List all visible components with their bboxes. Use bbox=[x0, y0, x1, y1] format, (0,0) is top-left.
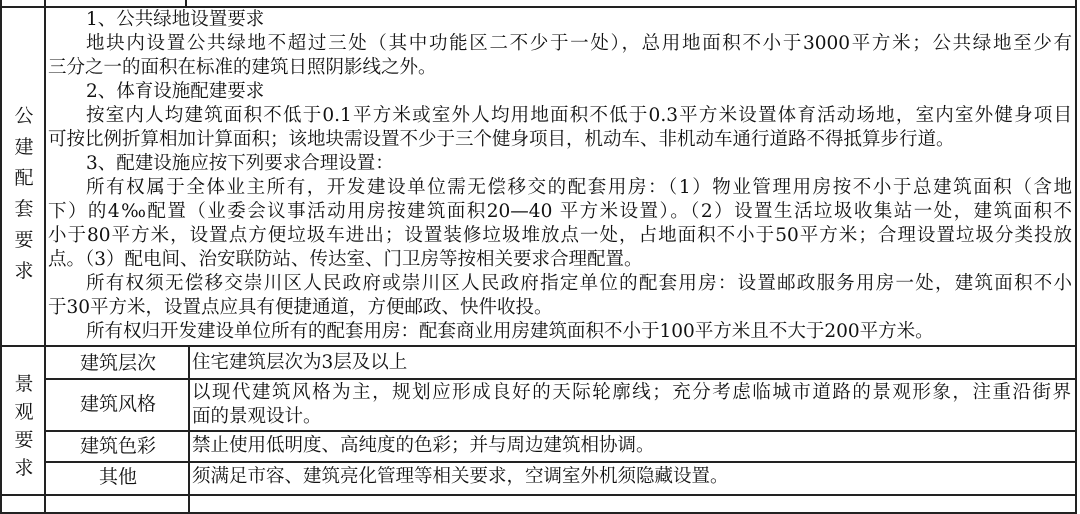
label-building-height: 建筑层次 bbox=[79, 352, 156, 374]
text-line: 所有权属于全体业主所有，开发建设单位需无偿移交的配套用房：（1）物业管理用房按不小于总建筑面积（含地 bbox=[86, 177, 1072, 198]
label-char: 要 bbox=[14, 229, 34, 251]
heading-sports-facilities: 2、体育设施配建要求 bbox=[86, 81, 265, 102]
label-building-style: 建筑风格 bbox=[79, 393, 156, 415]
table-row-partial-bottom bbox=[0, 494, 1077, 514]
text-line: 三分之一的面积在标准的建筑日照阴影线之外。 bbox=[48, 57, 437, 78]
label-char: 景 bbox=[14, 373, 34, 395]
label-char: 求 bbox=[14, 457, 34, 479]
public-facilities-content bbox=[48, 8, 1072, 344]
value-building-color: 禁止使用低明度、高纯度的色彩；并与周边建筑相协调。 bbox=[192, 435, 655, 456]
text-line: 可按比例折算相加计算面积；该地块需设置不少于三个健身项目，机动车、非机动车通行道路不得抵算步行道。 bbox=[48, 129, 955, 150]
text-line: 于30平方米，设置点应具有便捷通道，方便邮政、快件收投。 bbox=[48, 297, 553, 318]
value-building-style-line1: 以现代建筑风格为主，规划应形成良好的天际轮廓线；充分考虑临城市道路的景观形象，注重沿街界 bbox=[192, 382, 1071, 403]
label-building-color: 建筑色彩 bbox=[79, 435, 156, 457]
text-line: 下）的4‰配置（业委会议事活动用房按建筑面积20—40 平方米设置）。（2）设置生活垃圾收集站一处，建筑面积不 bbox=[48, 201, 1072, 222]
table-row-landscape bbox=[0, 345, 1077, 496]
text-line: 按室内人均建筑面积不低于0.1平方米或室外人均用地面积不低于0.3平方米设置体育活动场地，室内室外健身项目 bbox=[86, 105, 1072, 126]
label-char: 求 bbox=[14, 260, 34, 282]
heading-supporting-facilities: 3、配建设施应按下列要求合理设置： bbox=[86, 153, 394, 174]
text-line: 地块内设置公共绿地不超过三处（其中功能区二不少于一处），总用地面积不小于3000平方米；公共绿地至少有 bbox=[86, 33, 1072, 54]
value-other: 须满足市容、建筑亮化管理等相关要求，空调室外机须隐藏设置。 bbox=[192, 466, 729, 487]
value-building-style-line2: 面的景观设计。 bbox=[192, 406, 322, 427]
text-line: 所有权须无偿移交崇川区人民政府或崇川区人民政府指定单位的配套用房：设置邮政服务用房一处，建筑面积不小 bbox=[86, 273, 1072, 294]
table-row-public-facilities bbox=[0, 6, 1077, 347]
heading-green-space: 1、公共绿地设置要求 bbox=[86, 9, 265, 30]
label-char: 套 bbox=[14, 198, 34, 220]
label-char: 要 bbox=[14, 429, 34, 451]
text-line: 小于80平方米，设置点方便垃圾车进出；设置装修垃圾堆放点一处，占地面积不小于50平方米；合理设置垃圾分类投放 bbox=[48, 225, 1072, 246]
text-line: 所有权归开发建设单位所有的配套用房：配套商业用房建筑面积不小于100平方米且不大于200平方米。 bbox=[86, 321, 934, 342]
label-char: 观 bbox=[14, 401, 34, 423]
label-char: 公 bbox=[14, 105, 34, 127]
label-other: 其他 bbox=[98, 466, 137, 488]
label-char: 建 bbox=[14, 136, 34, 158]
label-char: 配 bbox=[14, 167, 34, 189]
value-building-height: 住宅建筑层次为3层及以上 bbox=[192, 352, 408, 373]
text-line: 点。（3）配电间、治安联防站、传达室、门卫房等按相关要求合理配置。 bbox=[48, 249, 643, 270]
